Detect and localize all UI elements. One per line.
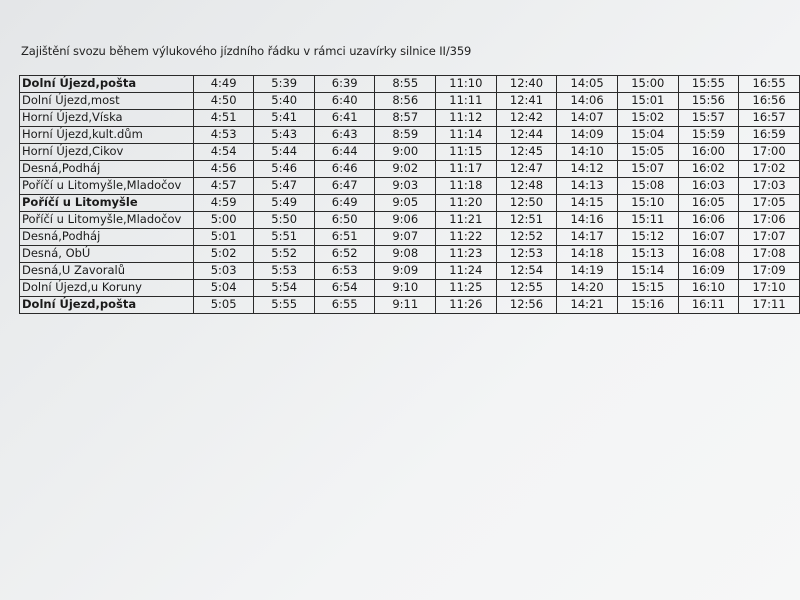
stop-name-cell: Dolní Újezd,most	[20, 93, 194, 110]
departure-time-cell: 17:05	[739, 195, 800, 212]
departure-time-cell: 4:54	[193, 144, 254, 161]
departure-time-cell: 15:11	[617, 212, 678, 229]
stop-name-cell: Dolní Újezd,u Koruny	[20, 280, 194, 297]
departure-time-cell: 14:18	[557, 246, 618, 263]
departure-time-cell: 15:01	[617, 93, 678, 110]
departure-time-cell: 16:57	[739, 110, 800, 127]
departure-time-cell: 6:41	[314, 110, 375, 127]
departure-time-cell: 9:11	[375, 297, 436, 314]
departure-time-cell: 12:42	[496, 110, 557, 127]
departure-time-cell: 11:21	[436, 212, 497, 229]
timetable-body	[20, 76, 800, 314]
departure-time-cell: 5:04	[193, 280, 254, 297]
departure-time-cell: 6:39	[314, 76, 375, 93]
departure-time-cell: 6:50	[314, 212, 375, 229]
departure-time-cell: 5:49	[254, 195, 315, 212]
departure-time-cell: 6:51	[314, 229, 375, 246]
departure-time-cell: 12:53	[496, 246, 557, 263]
departure-time-cell: 11:14	[436, 127, 497, 144]
departure-time-cell: 16:08	[678, 246, 739, 263]
departure-time-cell: 12:41	[496, 93, 557, 110]
departure-time-cell: 16:56	[739, 93, 800, 110]
departure-time-cell: 12:47	[496, 161, 557, 178]
departure-time-cell: 5:39	[254, 76, 315, 93]
departure-time-cell: 14:07	[557, 110, 618, 127]
table-row	[20, 263, 800, 280]
table-row	[20, 178, 800, 195]
departure-time-cell: 14:10	[557, 144, 618, 161]
departure-time-cell: 15:02	[617, 110, 678, 127]
departure-time-cell: 6:52	[314, 246, 375, 263]
departure-time-cell: 15:56	[678, 93, 739, 110]
document-title: Zajištění svozu během výlukového jízdního řádku v rámci uzavírky silnice II/359	[21, 44, 472, 58]
departure-time-cell: 9:08	[375, 246, 436, 263]
departure-time-cell: 16:02	[678, 161, 739, 178]
departure-time-cell: 8:59	[375, 127, 436, 144]
table-row	[20, 144, 800, 161]
departure-time-cell: 4:49	[193, 76, 254, 93]
table-row	[20, 93, 800, 110]
departure-time-cell: 15:10	[617, 195, 678, 212]
table-row	[20, 229, 800, 246]
table-row	[20, 161, 800, 178]
departure-time-cell: 5:00	[193, 212, 254, 229]
table-row	[20, 195, 800, 212]
stop-name-cell: Poříčí u Litomyšle,Mladočov	[20, 212, 194, 229]
departure-time-cell: 6:53	[314, 263, 375, 280]
departure-time-cell: 15:13	[617, 246, 678, 263]
departure-time-cell: 15:12	[617, 229, 678, 246]
table-row	[20, 297, 800, 314]
stop-name-cell: Desná,Podháj	[20, 161, 194, 178]
departure-time-cell: 16:00	[678, 144, 739, 161]
departure-time-cell: 15:15	[617, 280, 678, 297]
departure-time-cell: 14:16	[557, 212, 618, 229]
departure-time-cell: 5:40	[254, 93, 315, 110]
stop-name-cell: Dolní Újezd,pošta	[20, 297, 194, 314]
departure-time-cell: 11:24	[436, 263, 497, 280]
departure-time-cell: 12:44	[496, 127, 557, 144]
departure-time-cell: 4:57	[193, 178, 254, 195]
departure-time-cell: 17:07	[739, 229, 800, 246]
departure-time-cell: 5:05	[193, 297, 254, 314]
departure-time-cell: 5:55	[254, 297, 315, 314]
departure-time-cell: 12:45	[496, 144, 557, 161]
departure-time-cell: 9:05	[375, 195, 436, 212]
departure-time-cell: 11:10	[436, 76, 497, 93]
departure-time-cell: 12:56	[496, 297, 557, 314]
departure-time-cell: 16:06	[678, 212, 739, 229]
departure-time-cell: 14:17	[557, 229, 618, 246]
departure-time-cell: 11:22	[436, 229, 497, 246]
departure-time-cell: 16:09	[678, 263, 739, 280]
departure-time-cell: 5:02	[193, 246, 254, 263]
departure-time-cell: 16:55	[739, 76, 800, 93]
departure-time-cell: 14:15	[557, 195, 618, 212]
stop-name-cell: Dolní Újezd,pošta	[20, 76, 194, 93]
departure-time-cell: 4:51	[193, 110, 254, 127]
departure-time-cell: 16:07	[678, 229, 739, 246]
departure-time-cell: 14:19	[557, 263, 618, 280]
departure-time-cell: 12:40	[496, 76, 557, 93]
departure-time-cell: 5:46	[254, 161, 315, 178]
table-row	[20, 212, 800, 229]
departure-time-cell: 9:07	[375, 229, 436, 246]
departure-time-cell: 15:04	[617, 127, 678, 144]
departure-time-cell: 16:05	[678, 195, 739, 212]
stop-name-cell: Desná,U Zavoralů	[20, 263, 194, 280]
departure-time-cell: 5:43	[254, 127, 315, 144]
departure-time-cell: 6:44	[314, 144, 375, 161]
departure-time-cell: 6:40	[314, 93, 375, 110]
stop-name-cell: Horní Újezd,Cikov	[20, 144, 194, 161]
departure-time-cell: 14:13	[557, 178, 618, 195]
table-row	[20, 110, 800, 127]
departure-time-cell: 15:05	[617, 144, 678, 161]
departure-time-cell: 15:59	[678, 127, 739, 144]
departure-time-cell: 12:48	[496, 178, 557, 195]
departure-time-cell: 11:12	[436, 110, 497, 127]
departure-time-cell: 17:11	[739, 297, 800, 314]
departure-time-cell: 16:59	[739, 127, 800, 144]
departure-time-cell: 8:57	[375, 110, 436, 127]
departure-time-cell: 5:53	[254, 263, 315, 280]
departure-time-cell: 8:55	[375, 76, 436, 93]
departure-time-cell: 6:54	[314, 280, 375, 297]
departure-time-cell: 14:05	[557, 76, 618, 93]
departure-time-cell: 4:53	[193, 127, 254, 144]
departure-time-cell: 5:41	[254, 110, 315, 127]
departure-time-cell: 6:43	[314, 127, 375, 144]
table-row	[20, 280, 800, 297]
departure-time-cell: 11:17	[436, 161, 497, 178]
departure-time-cell: 14:12	[557, 161, 618, 178]
departure-time-cell: 16:03	[678, 178, 739, 195]
departure-time-cell: 11:18	[436, 178, 497, 195]
departure-time-cell: 14:06	[557, 93, 618, 110]
departure-time-cell: 5:51	[254, 229, 315, 246]
departure-time-cell: 12:52	[496, 229, 557, 246]
departure-time-cell: 12:54	[496, 263, 557, 280]
departure-time-cell: 15:08	[617, 178, 678, 195]
departure-time-cell: 6:46	[314, 161, 375, 178]
departure-time-cell: 5:47	[254, 178, 315, 195]
stop-name-cell: Poříčí u Litomyšle	[20, 195, 194, 212]
timetable	[19, 75, 800, 314]
departure-time-cell: 9:10	[375, 280, 436, 297]
departure-time-cell: 5:44	[254, 144, 315, 161]
table-row	[20, 76, 800, 93]
departure-time-cell: 15:14	[617, 263, 678, 280]
departure-time-cell: 17:02	[739, 161, 800, 178]
departure-time-cell: 15:55	[678, 76, 739, 93]
departure-time-cell: 12:51	[496, 212, 557, 229]
stop-name-cell: Desná, ObÚ	[20, 246, 194, 263]
departure-time-cell: 11:23	[436, 246, 497, 263]
departure-time-cell: 5:54	[254, 280, 315, 297]
table-row	[20, 246, 800, 263]
departure-time-cell: 9:02	[375, 161, 436, 178]
departure-time-cell: 17:08	[739, 246, 800, 263]
departure-time-cell: 17:06	[739, 212, 800, 229]
departure-time-cell: 9:03	[375, 178, 436, 195]
departure-time-cell: 11:11	[436, 93, 497, 110]
departure-time-cell: 17:03	[739, 178, 800, 195]
departure-time-cell: 16:10	[678, 280, 739, 297]
departure-time-cell: 15:07	[617, 161, 678, 178]
departure-time-cell: 9:00	[375, 144, 436, 161]
departure-time-cell: 5:50	[254, 212, 315, 229]
departure-time-cell: 15:00	[617, 76, 678, 93]
departure-time-cell: 6:47	[314, 178, 375, 195]
departure-time-cell: 4:56	[193, 161, 254, 178]
departure-time-cell: 17:10	[739, 280, 800, 297]
departure-time-cell: 12:55	[496, 280, 557, 297]
departure-time-cell: 16:11	[678, 297, 739, 314]
departure-time-cell: 14:21	[557, 297, 618, 314]
departure-time-cell: 8:56	[375, 93, 436, 110]
departure-time-cell: 5:52	[254, 246, 315, 263]
departure-time-cell: 15:16	[617, 297, 678, 314]
departure-time-cell: 11:15	[436, 144, 497, 161]
stop-name-cell: Poříčí u Litomyšle,Mladočov	[20, 178, 194, 195]
stop-name-cell: Horní Újezd,Víska	[20, 110, 194, 127]
departure-time-cell: 14:20	[557, 280, 618, 297]
departure-time-cell: 9:06	[375, 212, 436, 229]
departure-time-cell: 15:57	[678, 110, 739, 127]
departure-time-cell: 11:25	[436, 280, 497, 297]
departure-time-cell: 12:50	[496, 195, 557, 212]
stop-name-cell: Desná,Podháj	[20, 229, 194, 246]
departure-time-cell: 4:50	[193, 93, 254, 110]
departure-time-cell: 17:00	[739, 144, 800, 161]
departure-time-cell: 14:09	[557, 127, 618, 144]
departure-time-cell: 6:55	[314, 297, 375, 314]
departure-time-cell: 4:59	[193, 195, 254, 212]
departure-time-cell: 11:26	[436, 297, 497, 314]
table-row	[20, 127, 800, 144]
departure-time-cell: 5:03	[193, 263, 254, 280]
stop-name-cell: Horní Újezd,kult.dům	[20, 127, 194, 144]
departure-time-cell: 17:09	[739, 263, 800, 280]
departure-time-cell: 9:09	[375, 263, 436, 280]
departure-time-cell: 6:49	[314, 195, 375, 212]
departure-time-cell: 11:20	[436, 195, 497, 212]
departure-time-cell: 5:01	[193, 229, 254, 246]
